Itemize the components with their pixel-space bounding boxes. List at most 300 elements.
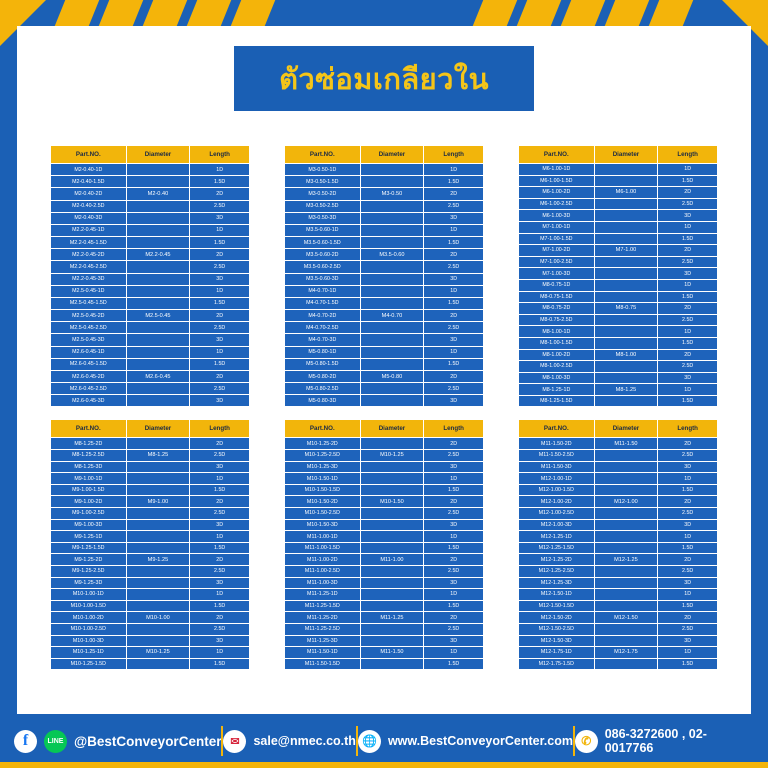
table-body-6 (519, 438, 718, 670)
cell-diameter: M10-1.25 (126, 647, 190, 659)
cell-length: 2.5D (190, 200, 250, 212)
table-row (51, 224, 250, 236)
cell-diameter (360, 212, 424, 224)
cell-part-no: M10-1.00-2.5D (51, 623, 127, 635)
spec-table-5 (284, 419, 484, 670)
cell-part-no: M8-1.00-2D (519, 349, 595, 361)
table-row (519, 187, 718, 199)
cell-diameter (360, 322, 424, 334)
footer-email-group[interactable] (223, 730, 356, 753)
table-row (285, 249, 484, 261)
column-header-diameter: Diameter (594, 146, 658, 164)
cell-diameter (360, 164, 424, 176)
table-row (51, 383, 250, 395)
cell-diameter (360, 623, 424, 635)
cell-diameter (360, 358, 424, 370)
cell-length: 3D (424, 273, 484, 285)
cell-part-no: M12-1.50-1D (519, 589, 595, 601)
cell-part-no: M11-1.50-1D (285, 647, 361, 659)
table-row (285, 519, 484, 531)
table-row (51, 212, 250, 224)
cell-diameter (594, 600, 658, 612)
cell-part-no: M3.5-0.60-1D (285, 224, 361, 236)
table-row (51, 519, 250, 531)
cell-diameter: M8-0.75 (594, 303, 658, 315)
table-row (519, 303, 718, 315)
cell-part-no: M6-1.00-3D (519, 210, 595, 222)
cell-diameter: M12-1.00 (594, 496, 658, 508)
cell-diameter (360, 508, 424, 520)
cell-part-no: M2-0.40-2D (51, 188, 127, 200)
cell-length: 1.5D (190, 542, 250, 554)
cell-part-no: M9-1.25-2D (51, 554, 127, 566)
cell-part-no: M10-1.00-1D (51, 589, 127, 601)
cell-length: 1.5D (424, 484, 484, 496)
cell-length: 3D (658, 372, 718, 384)
cell-diameter (594, 473, 658, 485)
cell-length: 2D (190, 438, 250, 450)
cell-part-no: M5-0.80-1.5D (285, 358, 361, 370)
cell-diameter (594, 372, 658, 384)
cell-length: 1.5D (658, 337, 718, 349)
table-row (51, 612, 250, 624)
table-row (51, 473, 250, 485)
cell-length: 2.5D (424, 200, 484, 212)
cell-length: 2.5D (424, 566, 484, 578)
cell-length: 1D (424, 647, 484, 659)
website-url: www.BestConveyorCenter.com (387, 734, 573, 748)
cell-length: 2.5D (190, 623, 250, 635)
cell-length: 1.5D (424, 600, 484, 612)
table-row (285, 334, 484, 346)
facebook-handle: @BestConveyorCenter (74, 733, 222, 749)
cell-length: 1D (658, 221, 718, 233)
cell-part-no: M12-1.50-2D (519, 612, 595, 624)
chevron-stripe (184, 0, 233, 26)
table-row (285, 577, 484, 589)
cell-diameter: M10-1.25 (360, 450, 424, 462)
cell-diameter (126, 473, 190, 485)
cell-part-no: M9-1.25-3D (51, 577, 127, 589)
cell-diameter (594, 256, 658, 268)
cell-part-no: M12-1.00-1.5D (519, 484, 595, 496)
cell-part-no: M10-1.00-1.5D (51, 600, 127, 612)
cell-length: 1.5D (424, 237, 484, 249)
cell-length: 1.5D (424, 358, 484, 370)
cell-part-no: M12-1.25-2D (519, 554, 595, 566)
cell-part-no: M10-1.50-1D (285, 473, 361, 485)
cell-diameter (594, 484, 658, 496)
table-row (51, 542, 250, 554)
cell-part-no: M12-1.25-1.5D (519, 542, 595, 554)
cell-diameter (360, 658, 424, 670)
table-row (51, 395, 250, 407)
table-row (51, 508, 250, 520)
cell-length: 2D (190, 496, 250, 508)
cell-length: 2D (424, 370, 484, 382)
table-row (285, 612, 484, 624)
cell-length: 1D (424, 531, 484, 543)
cell-part-no: M10-1.00-2D (51, 612, 127, 624)
globe-icon: 🌐 (358, 730, 381, 753)
cell-diameter: M2.6-0.45 (126, 370, 190, 382)
column-header-diameter: Diameter (126, 146, 190, 164)
cell-length: 2.5D (658, 314, 718, 326)
chevron-stripe (646, 0, 695, 26)
cell-diameter (360, 224, 424, 236)
cell-length: 3D (190, 212, 250, 224)
cell-diameter (126, 346, 190, 358)
table-row (285, 164, 484, 176)
cell-diameter: M8-1.25 (594, 384, 658, 396)
footer-facebook-group[interactable] (14, 730, 221, 753)
cell-diameter: M8-1.25 (126, 450, 190, 462)
table-header-row (285, 146, 484, 164)
cell-length: 2.5D (190, 322, 250, 334)
cell-part-no: M3-0.50-3D (285, 212, 361, 224)
table-row (285, 600, 484, 612)
cell-diameter (594, 164, 658, 176)
column-header-diameter: Diameter (594, 420, 658, 438)
cell-diameter (126, 600, 190, 612)
cell-part-no: M2-0.40-1D (51, 164, 127, 176)
table-row (51, 647, 250, 659)
table-row (51, 566, 250, 578)
tables-grid (50, 145, 718, 670)
cell-length: 1D (190, 531, 250, 543)
cell-part-no: M11-1.00-1D (285, 531, 361, 543)
table-row (519, 600, 718, 612)
cell-diameter (126, 285, 190, 297)
cell-length: 2D (190, 612, 250, 624)
column-header-part: Part.NO. (519, 420, 595, 438)
cell-diameter (126, 297, 190, 309)
cell-part-no: M2-0.40-2.5D (51, 200, 127, 212)
cell-part-no: M10-1.50-2D (285, 496, 361, 508)
cell-part-no: M8-1.25-1D (519, 384, 595, 396)
cell-length: 2D (658, 612, 718, 624)
table-row (285, 285, 484, 297)
cell-diameter (594, 623, 658, 635)
cell-length: 2.5D (424, 450, 484, 462)
table-row (285, 647, 484, 659)
table-row (51, 450, 250, 462)
cell-length: 2D (658, 349, 718, 361)
cell-length: 1.5D (424, 542, 484, 554)
cell-diameter (360, 237, 424, 249)
table-row (519, 245, 718, 257)
cell-part-no: M2.5-0.45-3D (51, 334, 127, 346)
cell-part-no: M11-1.00-2.5D (285, 566, 361, 578)
table-header-row (285, 420, 484, 438)
cell-length: 2D (190, 249, 250, 261)
table-header-row (519, 420, 718, 438)
cell-length: 1.5D (658, 233, 718, 245)
table-row (519, 484, 718, 496)
column-header-length: Length (658, 146, 718, 164)
cell-diameter (360, 346, 424, 358)
table-row (519, 450, 718, 462)
table-row (51, 164, 250, 176)
table-row (51, 261, 250, 273)
table-row (519, 531, 718, 543)
table-row (285, 484, 484, 496)
cell-length: 1.5D (424, 297, 484, 309)
cell-length: 2D (658, 438, 718, 450)
cell-part-no: M11-1.50-2.5D (519, 450, 595, 462)
cell-length: 1D (658, 647, 718, 659)
cell-part-no: M12-1.25-3D (519, 577, 595, 589)
table-header-row (51, 146, 250, 164)
cell-part-no: M6-1.00-2D (519, 187, 595, 199)
cell-length: 3D (190, 334, 250, 346)
cell-length: 3D (424, 635, 484, 647)
cell-diameter (126, 273, 190, 285)
cell-part-no: M2.6-0.45-2.5D (51, 383, 127, 395)
page-title-banner (234, 46, 534, 111)
cell-diameter (126, 358, 190, 370)
cell-part-no: M3.5-0.60-2D (285, 249, 361, 261)
footer-website-group[interactable] (358, 730, 573, 753)
cell-length: 3D (658, 268, 718, 280)
cell-part-no: M8-1.25-2D (51, 438, 127, 450)
cell-diameter (126, 589, 190, 601)
cell-length: 2.5D (190, 383, 250, 395)
cell-part-no: M3.5-0.60-3D (285, 273, 361, 285)
cell-part-no: M6-1.00-1D (519, 164, 595, 176)
cell-length: 1.5D (190, 297, 250, 309)
table-row (285, 438, 484, 450)
table-row (519, 256, 718, 268)
cell-part-no: M11-1.25-1.5D (285, 600, 361, 612)
cell-part-no: M8-1.25-3D (51, 461, 127, 473)
cell-part-no: M10-1.25-1D (51, 647, 127, 659)
column-header-diameter: Diameter (360, 146, 424, 164)
cell-length: 2.5D (190, 508, 250, 520)
cell-diameter (594, 337, 658, 349)
cell-diameter (126, 484, 190, 496)
cell-length: 2.5D (190, 261, 250, 273)
column-header-part: Part.NO. (285, 420, 361, 438)
cell-diameter (360, 285, 424, 297)
table-row (519, 349, 718, 361)
cell-part-no: M2.2-0.45-1.5D (51, 237, 127, 249)
column-header-part: Part.NO. (285, 146, 361, 164)
cell-length: 2D (424, 438, 484, 450)
cell-diameter: M6-1.00 (594, 187, 658, 199)
cell-length: 3D (424, 577, 484, 589)
cell-length: 3D (424, 212, 484, 224)
cell-diameter (126, 261, 190, 273)
table-row (285, 566, 484, 578)
cell-length: 2D (424, 188, 484, 200)
line-icon: LINE (44, 730, 67, 753)
cell-part-no: M6-1.00-2.5D (519, 198, 595, 210)
cell-part-no: M4-0.70-1.5D (285, 297, 361, 309)
cell-part-no: M10-1.25-1.5D (51, 658, 127, 670)
table-row (51, 322, 250, 334)
table-row (51, 200, 250, 212)
cell-part-no: M11-1.25-3D (285, 635, 361, 647)
cell-length: 3D (658, 210, 718, 222)
cell-length: 1.5D (658, 175, 718, 187)
spec-table-2 (284, 145, 484, 407)
table-row (519, 233, 718, 245)
table-row (519, 566, 718, 578)
table-body-3 (519, 164, 718, 407)
cell-diameter: M11-1.50 (360, 647, 424, 659)
cell-length: 2D (658, 187, 718, 199)
cell-diameter (594, 519, 658, 531)
cell-part-no: M12-1.25-2.5D (519, 566, 595, 578)
cell-part-no: M12-1.00-2D (519, 496, 595, 508)
cell-length: 3D (190, 635, 250, 647)
table-row (519, 372, 718, 384)
cell-length: 2D (424, 554, 484, 566)
cell-part-no: M9-1.00-2D (51, 496, 127, 508)
column-header-part: Part.NO. (519, 146, 595, 164)
cell-part-no: M2.5-0.45-2.5D (51, 322, 127, 334)
table-row (51, 370, 250, 382)
cell-diameter (360, 297, 424, 309)
table-row (51, 176, 250, 188)
cell-part-no: M7-1.00-1.5D (519, 233, 595, 245)
table-row (285, 370, 484, 382)
cell-part-no: M11-1.50-2D (519, 438, 595, 450)
cell-part-no: M8-1.00-3D (519, 372, 595, 384)
cell-diameter (126, 224, 190, 236)
cell-length: 1D (424, 224, 484, 236)
table-header-row (51, 420, 250, 438)
cell-length: 2D (658, 245, 718, 257)
table-body-1 (51, 164, 250, 407)
column-header-length: Length (424, 420, 484, 438)
cell-part-no: M11-1.50-3D (519, 461, 595, 473)
tables-row-1 (50, 145, 718, 407)
table-row (519, 198, 718, 210)
cell-length: 3D (658, 635, 718, 647)
table-row (51, 237, 250, 249)
cell-length: 3D (424, 461, 484, 473)
table-row (519, 635, 718, 647)
cell-diameter (126, 200, 190, 212)
cell-part-no: M7-1.00-1D (519, 221, 595, 233)
table-row (285, 310, 484, 322)
cell-length: 3D (190, 273, 250, 285)
cell-length: 3D (424, 519, 484, 531)
column-header-diameter: Diameter (360, 420, 424, 438)
cell-part-no: M2.2-0.45-2.5D (51, 261, 127, 273)
cell-length: 2.5D (658, 361, 718, 373)
table-row (519, 461, 718, 473)
cell-diameter (594, 210, 658, 222)
cell-length: 1D (658, 326, 718, 338)
cell-diameter (126, 542, 190, 554)
column-header-length: Length (190, 146, 250, 164)
column-header-diameter: Diameter (126, 420, 190, 438)
cell-diameter: M11-1.00 (360, 554, 424, 566)
table-row (519, 658, 718, 670)
cell-diameter (126, 635, 190, 647)
cell-length: 1D (424, 589, 484, 601)
table-row (519, 395, 718, 407)
cell-part-no: M10-1.50-3D (285, 519, 361, 531)
cell-length: 1D (190, 285, 250, 297)
cell-diameter (360, 473, 424, 485)
spec-table-4 (50, 419, 250, 670)
cell-part-no: M7-1.00-2D (519, 245, 595, 257)
table-row (51, 484, 250, 496)
cell-length: 3D (424, 334, 484, 346)
column-header-part: Part.NO. (51, 146, 127, 164)
table-row (519, 268, 718, 280)
cell-diameter (126, 164, 190, 176)
cell-length: 2.5D (424, 623, 484, 635)
cell-part-no: M12-1.50-3D (519, 635, 595, 647)
cell-diameter (594, 291, 658, 303)
table-row (285, 188, 484, 200)
cell-length: 2D (424, 496, 484, 508)
cell-length: 2D (424, 310, 484, 322)
cell-diameter (594, 221, 658, 233)
cell-diameter: M4-0.70 (360, 310, 424, 322)
cell-length: 1.5D (190, 237, 250, 249)
cell-length: 1D (190, 346, 250, 358)
table-row (519, 577, 718, 589)
column-header-length: Length (190, 420, 250, 438)
cell-part-no: M11-1.50-1.5D (285, 658, 361, 670)
cell-part-no: M2.6-0.45-1.5D (51, 358, 127, 370)
cell-length: 2.5D (658, 256, 718, 268)
table-row (519, 438, 718, 450)
cell-length: 2.5D (424, 383, 484, 395)
chevron-stripe (52, 0, 101, 26)
cell-diameter (126, 623, 190, 635)
cell-length: 3D (190, 577, 250, 589)
table-row (51, 273, 250, 285)
cell-length: 1.5D (658, 291, 718, 303)
cell-part-no: M11-1.00-1.5D (285, 542, 361, 554)
cell-diameter (594, 314, 658, 326)
table-row (51, 461, 250, 473)
cell-part-no: M5-0.80-2.5D (285, 383, 361, 395)
cell-part-no: M8-0.75-2.5D (519, 314, 595, 326)
cell-length: 2D (658, 303, 718, 315)
cell-length: 2D (658, 496, 718, 508)
cell-length: 2D (190, 310, 250, 322)
chevron-stripe (228, 0, 277, 26)
cell-diameter (594, 395, 658, 407)
cell-diameter: M2-0.40 (126, 188, 190, 200)
cell-diameter: M11-1.25 (360, 612, 424, 624)
table-row (519, 623, 718, 635)
cell-part-no: M9-1.25-2.5D (51, 566, 127, 578)
footer-phone-group[interactable] (575, 727, 754, 755)
cell-part-no: M11-1.00-3D (285, 577, 361, 589)
table-row (519, 210, 718, 222)
top-decorative-band (0, 0, 768, 26)
cell-diameter (594, 508, 658, 520)
table-row (51, 285, 250, 297)
cell-part-no: M12-1.00-1D (519, 473, 595, 485)
tables-row-2 (50, 419, 718, 670)
cell-diameter (126, 566, 190, 578)
spec-table-3 (518, 145, 718, 407)
cell-length: 1.5D (190, 484, 250, 496)
cell-part-no: M8-1.00-1.5D (519, 337, 595, 349)
cell-length: 2.5D (424, 508, 484, 520)
cell-length: 1D (424, 164, 484, 176)
